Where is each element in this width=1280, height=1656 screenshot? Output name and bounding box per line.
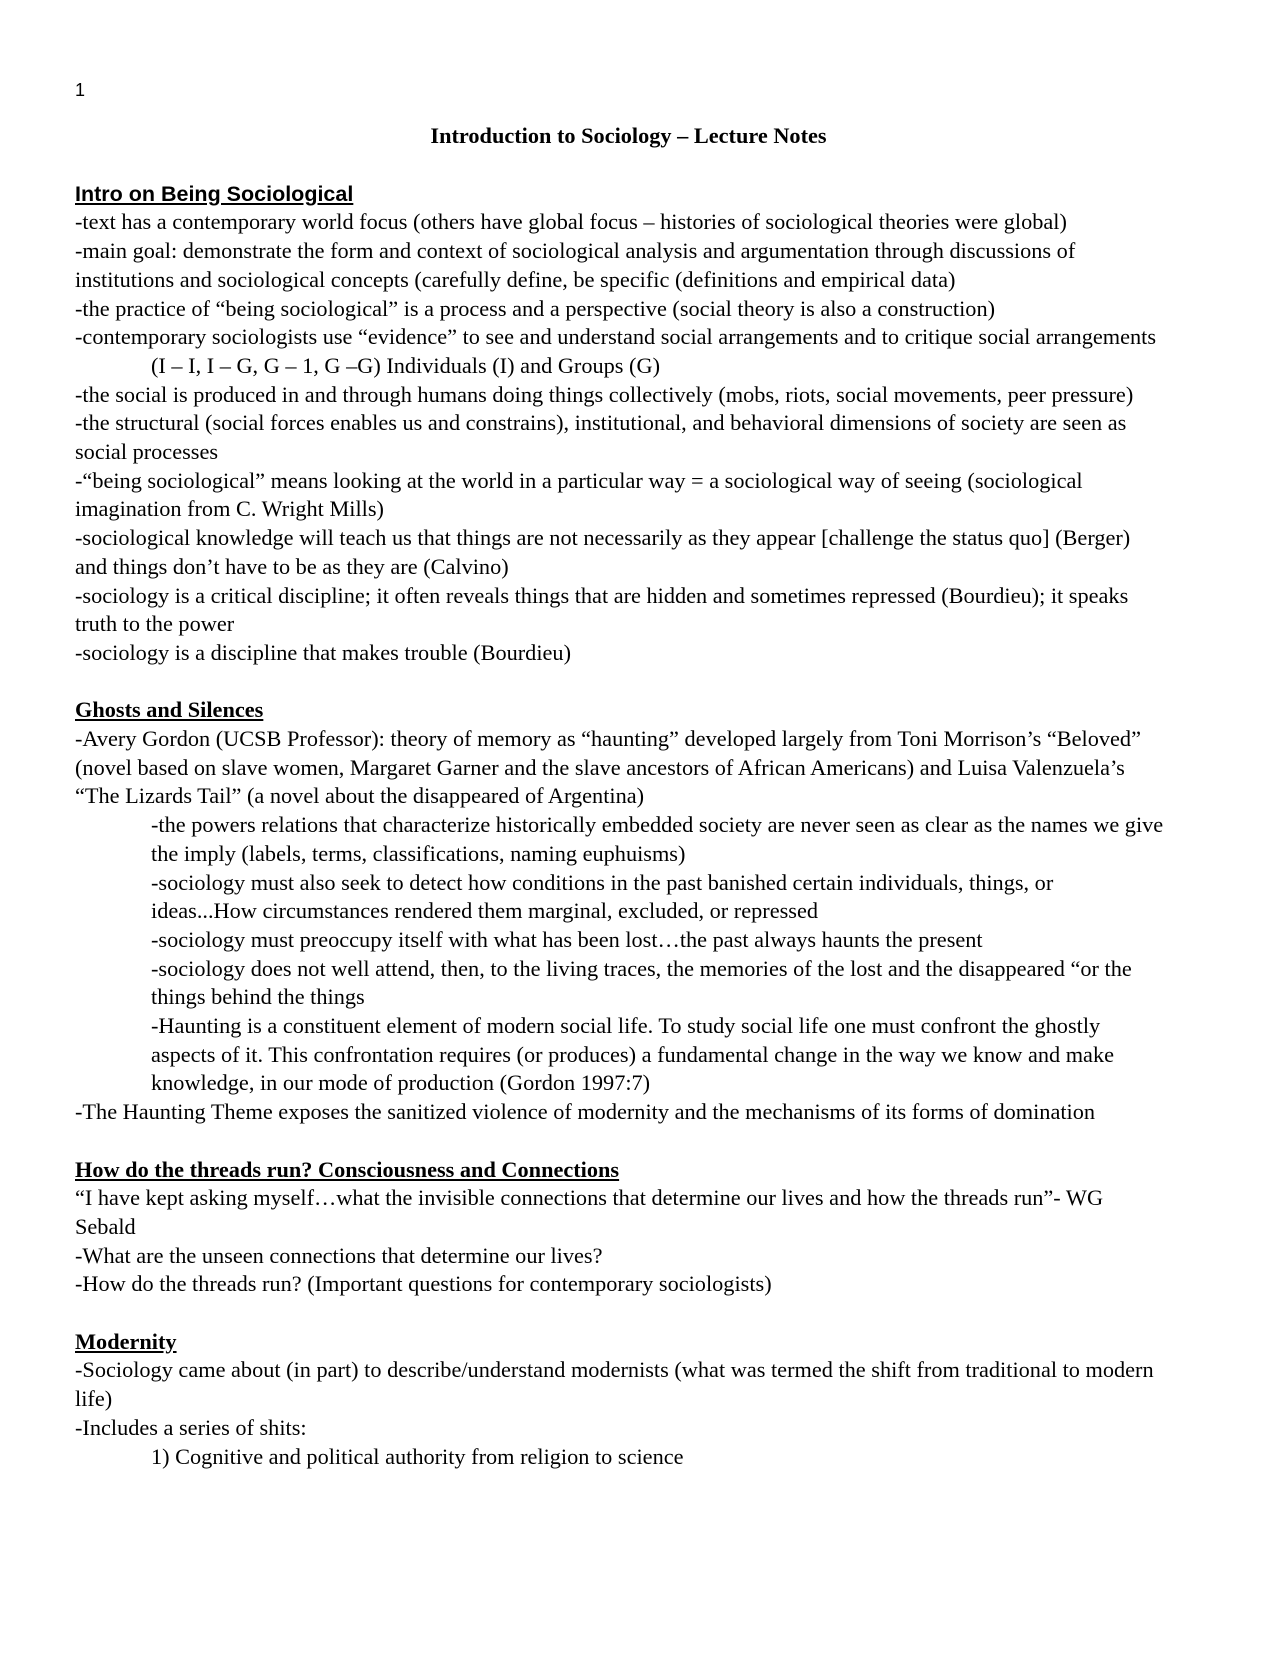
note-line: -the social is produced in and through humans doing things collectively (mobs, riots, social movements, peer pressure) — [75, 381, 1134, 407]
section-heading: Intro on Being Sociological — [75, 181, 354, 206]
note-line: (I – I, I – G, G – 1, G –G) Individuals (I) and Groups (G) — [151, 352, 661, 378]
note-line: -How do the threads run? (Important questions for contemporary sociologists) — [75, 1271, 772, 1297]
note-line: -What are the unseen connections that determine our lives? — [75, 1242, 603, 1268]
section-modernity — [75, 1328, 1164, 1472]
note-line: -Avery Gordon (UCSB Professor): theory of memory as “haunting” developed largely from Toni Morrison’s “Beloved” (novel based on slave women, Margaret Garner and the slave ancestors of African Americans) and Luisa Valenzuela’s “The Lizards Tail” (a novel about the disappeared of Argentina) — [75, 726, 1141, 809]
section-being-sociological — [75, 180, 1164, 668]
note-line: -Sociology came about (in part) to describe/understand modernists (what was termed the shift from traditional to modern life) — [75, 1357, 1154, 1412]
note-line: -sociology must preoccupy itself with what has been lost…the past always haunts the present — [151, 926, 983, 952]
note-line: -The Haunting Theme exposes the sanitized violence of modernity and the mechanisms of its forms of domination — [75, 1099, 1096, 1125]
note-line: -Haunting is a constituent element of modern social life. To study social life one must confront the ghostly aspects of it. This confrontation requires (or produces) a fundamental change in the way we know and make knowledge, in our mode of production (Gordon 1997:7) — [151, 1013, 1114, 1096]
note-line: 1) Cognitive and political authority from religion to science — [151, 1443, 684, 1469]
section-ghosts-and-silences — [75, 696, 1164, 1127]
section-heading: How do the threads run? Consciousness and Connections — [75, 1156, 620, 1182]
note-line: -sociology is a critical discipline; it often reveals things that are hidden and sometimes repressed (Bourdieu); it speaks truth to the power — [75, 582, 1129, 637]
section-heading: Ghosts and Silences — [75, 697, 264, 723]
page-number: 1 — [75, 80, 86, 100]
section-heading: Modernity — [75, 1328, 177, 1354]
note-line: -sociological knowledge will teach us that things are not necessarily as they appear [challenge the status quo] (Berger) and things don’t have to be as they are (Calvino) — [75, 525, 1131, 579]
note-line: -the practice of “being sociological” is a process and a perspective (social theory is also a construction) — [75, 295, 996, 321]
note-line: -Includes a series of shits: — [75, 1414, 307, 1440]
note-line: -sociology does not well attend, then, to the living traces, the memories of the lost and the disappeared “or the things behind the things — [151, 955, 1132, 1010]
note-line: -text has a contemporary world focus (others have global focus – histories of sociological theories were global) — [75, 209, 1067, 235]
note-line: -the powers relations that characterize historically embedded society are never seen as clear as the names we give the imply (labels, terms, classifications, naming euphuisms) — [151, 812, 1164, 866]
note-line: -contemporary sociologists use “evidence” to see and understand social arrangements and to critique social arrangements — [75, 324, 1157, 350]
note-line: -sociology is a discipline that makes trouble (Bourdieu) — [75, 639, 571, 665]
document-title: Introduction to Sociology – Lecture Notes — [430, 123, 827, 148]
note-line: “I have kept asking myself…what the invisible connections that determine our lives and how the threads run”- WG Sebald — [75, 1185, 1104, 1239]
note-line: -“being sociological” means looking at the world in a particular way = a sociological way of seeing (sociological imagination from C. Wright Mills) — [75, 467, 1083, 522]
note-line: -the structural (social forces enables us and constrains), institutional, and behavioral dimensions of society are seen as social processes — [75, 410, 1127, 465]
note-line: -main goal: demonstrate the form and context of sociological analysis and argumentation through discussions of institutions and sociological concepts (carefully define, be specific (definitions and empirical data) — [75, 238, 1076, 292]
section-threads — [75, 1156, 1164, 1300]
note-line: -sociology must also seek to detect how conditions in the past banished certain individuals, things, or ideas...How circumstances rendered them marginal, excluded, or repressed — [151, 869, 1054, 924]
